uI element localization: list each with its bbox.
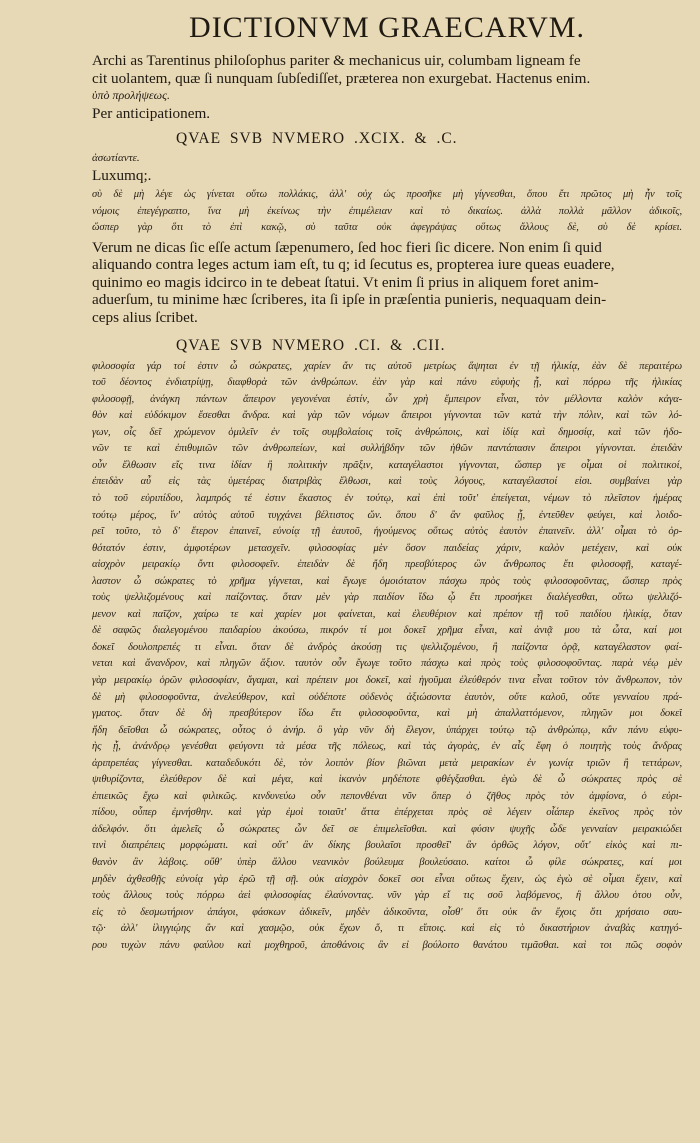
text-line: θανὸν ἂν λάβοις. οὔθ' ὑπὲρ ἄλλου νεανικὸν βούλευμα βουλεύσαιο. καίτοι ὦ φίλε σώκρατες, καί μοι (92, 856, 682, 868)
text-line: τοὺς ψελλιζομένους καὶ παίζοντας. ὅταν μὲν γὰρ παιδίον ἴδω ᾧ ἔτι προσήκει διαλέγεσθαι, οὕτω ψελλιζό- (92, 592, 682, 604)
text-line: θότατόν ἐστιν, ἀμφοτέρων μετασχεῖν. φιλοσοφίας μὲν ὅσον παιδείας χάριν, καλὸν μετέχειν, καὶ οὐκ (92, 542, 682, 554)
text-line: ἐπιεικῶς ἔχω καὶ φιλικῶς. κινδυνεύω οὖν πεπονθέναι νῦν ὅπερ ὁ ζῆθος πρὸς τὸν ἀμφίονα, ὁ εὐρι- (92, 790, 682, 802)
text-line: τὸ τοῦ εὐριπίδου, λαμπρός τέ ἐστιν ἕκαστος ἐν τούτῳ, καὶ ἐπὶ τοῦτ' ἐπείγεται, νέμων τὸ πλεῖστον ἡμέρας (92, 492, 682, 504)
text-line: γὰρ μειρακίῳ ὁρῶν φιλοσοφίαν, ἄγαμαι, καὶ πρέπειν μοι δοκεῖ, καὶ ἡγοῦμαι ἐλεύθερόν τινα εἶναι τοῦτον τὸν ἄνθρωπον, τὸν (92, 674, 682, 686)
text-line: ἐπειδὰν αὖ εἰς τὰς ὑμετέρας διατριβὰς ἔλθωσι, καὶ τοὺς λόγους, καταγέλαστοί εἰσι. συμβαίνει γὰρ (92, 476, 682, 488)
section-heading-2: QVAE SVB NVMERO .CI. & .CII. (176, 336, 446, 354)
text-line: ὥσπερ γὰρ ὅτι τὸ ἐπὶ κακῷ, σὺ ταῦτα οὐκ ἀφεγράψας οὕτως ἄλλους δὲ, σὺ δὲ κρίσει. (92, 222, 682, 234)
section-lemma-greek: ἀσωτίαντε. (92, 152, 140, 165)
text-line: εἰς τὸ δεσμωτήριον ἀπάγοι, φάσκων ἀδικεῖν, μηδὲν ἀδικοῦντα, οἶσθ' ὅτι οὐκ ἂν ἔχοις ὅτι χρήσαιο σαυ- (92, 906, 682, 918)
intro-text (92, 52, 682, 122)
text-line: γων, οἷς δεῖ χρώμενον ὁμιλεῖν ἐν τοῖς συμβολαίοις τοῖς ἀνθρώποις, καὶ ἰδίᾳ καὶ δημοσίᾳ, καὶ τῶν ἡδο- (92, 426, 682, 438)
text-line: λαστον ὦ σώκρατες τὸ χρῆμα γίγνεται, καὶ ἔγωγε ὁμοιότατον πάσχω πρὸς τοὺς φιλοσοφοῦντας, ὥσπερ πρὸς (92, 575, 682, 587)
text-line: Archi as Tarentinus philoſophus pariter & mechanicus uir, columbam ligneam fe (92, 52, 581, 69)
text-line: aliquando contra leges actum iam eſt, tu q; id ſecutus es, propterea iure queas euadere, (92, 256, 615, 274)
text-line: φιλοσοφία γάρ τοί ἐστιν ὦ σώκρατες, χαρίεν ἄν τις αὐτοῦ μετρίως ἅψηται ἐν τῇ ἡλικίᾳ, ἐὰν δὲ περαιτέρω (92, 360, 682, 372)
text-line: δὲ μὴ φιλοσοφοῦντα, ἀνελεύθερον, καὶ οὐδέποτε οὐδενὸς ἀξιώσοντα ἑαυτὸν, οὔτε καλοῦ, οὔτε γενναίου πρά- (92, 691, 682, 703)
text-line: ρου τυχὼν πάνυ φαύλου καὶ μοχθηροῦ, ἀποθάνοις ἂν εἰ βούλοιτο θανάτου τιμᾶσθαι. καὶ τοι πῶς σοφὸν (92, 939, 682, 951)
latin-passage-1 (92, 239, 682, 327)
text-line: ἀριπρεπέας γίγνεσθαι. καταδεδυκότι δὲ, τὸν λοιπὸν βίον βιῶναι μετὰ μειρακίων ἐν γωνίᾳ τριῶν ἢ τεττάρων, (92, 757, 682, 769)
text-line: cit uolantem, quæ ſi nunquam ſubſediſſet, præterea non exurgebat. Hactenus enim. (92, 69, 591, 87)
text-line: δὲ σαφῶς διαλεγομένου παιδαρίου ἀκούσω, πικρόν τί μοι δοκεῖ χρῆμα εἶναι, καὶ ἀνιᾷ μου τὰ ὦτα, καί μοι (92, 625, 682, 637)
text-line: ὑπὸ προλήψεως. (92, 88, 170, 103)
text-line: φιλοσοφῇ, ἀνάγκη πάντων ἄπειρον γεγονέναι ἐστίν, ὧν χρὴ ἔμπειρον εἶναι, τὸν μέλλοντα καλὸν κἀγα- (92, 393, 682, 405)
text-line: δοκεῖ δουλοπρεπές τι εἶναι. ὅταν δὲ ἀνδρὸς ἀκούσῃ τις ψελλιζομένου, ἢ παίζοντα ὁρᾷ, καταγέλαστον φαί- (92, 641, 682, 653)
section-lemma-latin: Luxumq;. (92, 167, 152, 185)
text-line: μενον καὶ παῖζον, χαίρω τε καὶ χαρίεν μοι φαίνεται, καὶ ἐλευθέριον καὶ πρέπον τῇ τοῦ παιδίου ἡλικίᾳ, ὅταν (92, 608, 682, 620)
text-line: πίδου, οὗπερ ἐμνήσθην. καὶ γὰρ ἐμοὶ τοιαῦτ' ἄττα ἐπέρχεται πρὸς σὲ λέγειν οἷάπερ ἐκεῖνος πρὸς τὸν (92, 807, 682, 819)
text-line: οὖν ἔλθωσιν εἴς τινα ἰδίαν ἢ πολιτικὴν πρᾶξιν, καταγέλαστοι γίγνονται, ὥσπερ γε οἶμαι οἱ πολιτικοί, (92, 459, 682, 471)
text-line: aduerſum, tu minime hæc ſcriberes, ita ſi ipſe in præſentia punieris, nequaquam dein- (92, 291, 607, 309)
text-line: τοῦ δέοντος ἐνδιατρίψῃ, διαφθορὰ τῶν ἀνθρώπων. ἐὰν γὰρ καὶ πάνυ εὐφυὴς ᾖ, καὶ πόρρω τῆς ἡλικίας (92, 377, 682, 389)
text-line: γματος. ὅταν δὲ δὴ πρεσβύτερον ἴδω ἔτι φιλοσοφοῦντα, καὶ μὴ ἀπαλλαττόμενον, πληγῶν μοι δοκεῖ (92, 708, 682, 720)
text-line: θὸν καὶ εὐδόκιμον ἔσεσθαι ἄνδρα. καὶ γὰρ τῶν νόμων ἄπειροι γίγνονται τῶν κατὰ τὴν πόλιν, καὶ τῶν λό- (92, 410, 682, 422)
text-line: τινὶ διαπρέπεις μορφώματι. καὶ οὔτ' ἂν δίκης βουλαῖσι προσθεῖ' ἂν ὀρθῶς λόγον, οὔτ' εἰκὸς καὶ πι- (92, 840, 682, 852)
text-line: νεται καὶ ἄνανδρον, καὶ πληγῶν ἄξιον. ταυτὸν οὖν ἔγωγε τοῦτο πάσχω καὶ πρὸς τοὺς φιλοσοφοῦντας. παρὰ νέῳ μὲν (92, 658, 682, 670)
text-line: τούτῳ μέρος, ἵν' αὐτὸς αὑτοῦ τυγχάνει βέλτιστος ὤν. ὅπου δ' ἂν φαῦλος ᾖ, ἐντεῦθεν φεύγει, καὶ λοιδο- (92, 509, 682, 521)
page-header: DICTIONVM GRAECARVM. (189, 11, 585, 44)
text-line: σὺ δὲ μὴ λέγε ὡς γίνεται οὕτω πολλάκις, ἀλλ' οὐχ ὡς προσῆκε μὴ γίγνεσθαι, ὅπου ἔτι πρῶτος μὴ ἦν τοῖς (92, 188, 682, 200)
greek-passage-1 (92, 187, 682, 237)
text-line: ψιθυρίζοντα, ἐλεύθερον δὲ καὶ μέγα, καὶ ἱκανὸν μηδέποτε φθέγξασθαι. ἐγὼ δὲ ὦ σώκρατες πρὸς σὲ (92, 774, 682, 786)
text-line: ἤδη δεῖσθαι ὦ σώκρατες, οὗτος ὁ ἀνήρ. ὃ γὰρ νῦν δὴ ἔλεγον, ὑπάρχει τούτῳ τῷ ἀνθρώπῳ, κἂν πάνυ εὐφυ- (92, 724, 682, 736)
text-line: νόμοις ἐπεγέγραπτο, ἵνα μὴ ἐκείνως τὴν ἐπιμέλειαν καὶ τὸ δικαίως. ἀλλὰ πολλὰ μᾶλλον ἀδικοῖς, (92, 205, 682, 217)
text-line: Per anticipationem. (92, 104, 211, 122)
greek-passage-2 (92, 359, 682, 955)
text-line: ceps alius ſcribet. (92, 308, 198, 326)
text-line: τοὺς ἄλλους τοὺς πόρρω ἀεὶ φιλοσοφίας ἐλαύνοντας. νῦν γὰρ εἴ τις σοῦ λαβόμενος, ἢ ἄλλου ὁτου οὖν, (92, 890, 682, 902)
section-heading-1: QVAE SVB NVMERO .XCIX. & .C. (176, 130, 458, 148)
text-line: μηδὲν ἀχθεσθῇς εὐνοίᾳ γὰρ ἐρῶ τῇ σῇ. οὐκ αἰσχρὸν δοκεῖ σοι εἶναι οὕτως ἔχειν, ὡς ἐγὼ σὲ οἶμαι ἔχειν, καὶ (92, 873, 682, 885)
text-line: ρεῖ τοῦτο, τὸ δ' ἕτερον ἐπαινεῖ, εὐνοίᾳ τῇ ἑαυτοῦ, ἡγούμενος οὕτως αὐτὸς ἑαυτὸν ἐπαινεῖν. ἀλλ' οἶμαι τὸ ὀρ- (92, 526, 682, 538)
text-line: τῷ· ἀλλ' ἰλιγγιῴης ἂν καὶ χασμῷο, οὐκ ἔχων ὅ, τι εἴποις. καὶ εἰς τὸ δικαστήριον ἀναβὰς κατηγό- (92, 923, 682, 935)
text-line: quinimo eo magis idcirco in te debeat ſtatui. Vt enim ſi prius in aliquem foret anim- (92, 273, 599, 291)
text-line: ἀδελφόν. ὅτι ἀμελεῖς ὦ σώκρατες ὧν δεῖ σε ἐπιμελεῖσθαι. καὶ φύσιν ψυχῆς ὧδε γενναίαν μειρακιώδει (92, 823, 682, 835)
text-line: νῶν τε καὶ ἐπιθυμιῶν τῶν ἀνθρωπείων, καὶ συλλήβδην τῶν ἠθῶν παντάπασιν ἄπειροι γίγνονται. ἐπειδὰν (92, 443, 682, 455)
text-line: αἰσχρὸν μειρακίῳ ὄντι φιλοσοφεῖν. ἐπειδὰν δὲ ἤδη πρεσβύτερος ὢν ἄνθρωπος ἔτι φιλοσοφῇ, καταγέ- (92, 559, 682, 571)
text-line: ὴς ᾖ, ἀνάνδρῳ γενέσθαι φεύγοντι τὰ μέσα τῆς πόλεως, καὶ τὰς ἀγορὰς, ἐν αἷς ἔφη ὁ ποιητὴς τοὺς ἄνδρας (92, 741, 682, 753)
text-line: Verum ne dicas ſic eſſe actum ſæpenumero, ſed hoc fieri ſic dicere. Non enim ſi quid (92, 238, 602, 256)
